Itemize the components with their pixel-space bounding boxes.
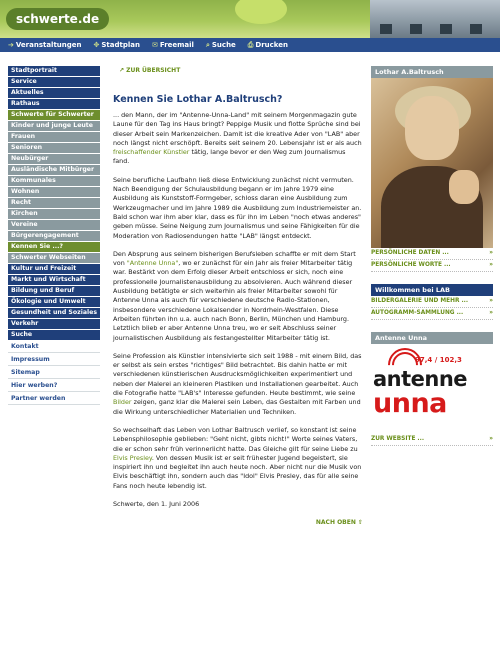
sidebar-item[interactable]: Kultur und Freizeit <box>8 264 100 274</box>
logo-word-antenne: antenne <box>373 367 468 391</box>
arrow-right-icon: » <box>489 298 493 304</box>
nav-city-map[interactable]: ✥ Stadtplan <box>93 41 140 49</box>
radio-website-link[interactable]: ZUR WEBSITE ... » <box>371 434 493 446</box>
sidebar-item[interactable]: Schwerter Webseiten <box>8 253 100 263</box>
page-title: Kennen Sie Lothar A.Baltrusch? <box>113 94 283 105</box>
nav-search[interactable]: ⌕ Suche <box>205 41 236 49</box>
sidebar-item[interactable]: Sitemap <box>8 368 100 379</box>
sidebar-item[interactable]: Verkehr <box>8 319 100 329</box>
search-icon: ⌕ <box>205 41 210 49</box>
sidebar-item[interactable]: Schwerte für Schwerter <box>8 110 100 120</box>
sidebar-item[interactable]: Ökologie und Umwelt <box>8 297 100 307</box>
header-photo <box>370 0 500 38</box>
portrait-photo <box>371 78 493 248</box>
personal-words-link[interactable]: PERSÖNLICHE WORTE ... » <box>371 260 493 272</box>
antenne-unna-link[interactable]: "Antenne Unna" <box>126 259 179 268</box>
article-date: Schwerte, den 1. Juni 2006 <box>113 499 200 508</box>
nav-print[interactable]: ⎙ Drucken <box>247 41 288 49</box>
antenne-unna-logo[interactable] <box>371 344 493 434</box>
article-paragraph: Seine Profession als Künstler intensivierte sich seit 1988 - mit einem Bild, das er selbst als sein erstes "richtiges" Bild betrachtet. Bis dahin hatte er mit verschiedenen künstlerischen Ausdrucksmöglichkeiten experimentiert und neben der Malerei an kleineren Plastiken und Installationen gearbeitet. Auch die Fotografie hatte "LAB's" Interesse gefunden. Heute bestimmt, wie seine Bilder zeigen, ganz klar die Malerei sein Leben, das Gestalten mit Farben und die Wirkung unterschiedlicher Materialien und Techniken. <box>113 351 362 416</box>
artist-link[interactable]: freischaffender Künstler <box>113 148 190 157</box>
back-to-top-link[interactable]: NACH OBEN ⇧ <box>315 519 363 527</box>
nav-freemail[interactable]: ✉ Freemail <box>151 41 194 49</box>
sidebar-item[interactable]: Kinder und junge Leute <box>8 121 100 131</box>
sidebar-item[interactable]: Recht <box>8 198 100 208</box>
site-header <box>0 0 500 38</box>
print-icon: ⎙ <box>247 41 254 49</box>
sidebar-item[interactable]: Impressum <box>8 355 100 366</box>
sidebar-item[interactable]: Bildung und Beruf <box>8 286 100 296</box>
logo-word-unna: unna <box>373 388 447 419</box>
sidebar-item[interactable]: Bürgerengagement <box>8 231 100 241</box>
arrow-right-icon: » <box>489 436 493 442</box>
arrow-right-icon: » <box>489 310 493 316</box>
right-column <box>371 66 493 446</box>
sidebar-item[interactable]: Stadtportrait <box>8 66 100 76</box>
radio-box-title: Antenne Unna <box>371 332 493 344</box>
profile-box-title: Lothar A.Baltrusch <box>371 66 493 78</box>
sidebar-item[interactable]: Partner werden <box>8 394 100 405</box>
main-content <box>113 66 363 527</box>
welcome-box-title: Willkommen bei LAB <box>371 284 493 296</box>
sidebar-item[interactable]: Kirchen <box>8 209 100 219</box>
sidebar-item[interactable]: Kommunales <box>8 176 100 186</box>
sidebar-item[interactable]: Suche <box>8 330 100 340</box>
sidebar-item[interactable]: Gesundheit und Soziales <box>8 308 100 318</box>
sidebar-item[interactable]: Wohnen <box>8 187 100 197</box>
mail-icon: ✉ <box>151 41 158 49</box>
sidebar-item[interactable]: Neubürger <box>8 154 100 164</box>
sidebar-item[interactable]: Kontakt <box>8 342 100 353</box>
top-navigation <box>0 38 500 52</box>
sidebar-item[interactable]: Ausländische Mitbürger <box>8 165 100 175</box>
sidebar-item[interactable]: Rathaus <box>8 99 100 109</box>
sidebar-item[interactable]: Kennen Sie ...? <box>8 242 100 252</box>
sidebar-item[interactable]: Senioren <box>8 143 100 153</box>
elvis-link[interactable]: Elvis Presley <box>113 453 152 462</box>
radio-frequency: 97,4 / 102,3 <box>415 356 462 364</box>
sidebar-item[interactable]: Markt und Wirtschaft <box>8 275 100 285</box>
site-logo[interactable]: schwerte.de <box>6 8 109 30</box>
arrow-right-icon: ➔ <box>8 41 14 49</box>
article-paragraph: Den Absprung aus seinem bisherigen Berufsleben schaffte er mit dem Start von "Antenne Unna", wo er zunächst für ein Jahr als freier Mitarbeiter tätig war. Bestärkt von dem Erfolg dieser Arbeit entschloss er sich, noch eine professionelle Journalistenausbildung zu absolvieren. Auch während dieser Ausbildung betätigte er sich weiterhin als freier Mitarbeiter sowohl für Antenne Unna als auch für verschiedene deutsche Radio-Stationen, insbesondere verschiedene Lokalsender in Nordrhein-Westfalen. Diese Arbeiten führten ihn u.a. auch nach Bonn, Berlin, München und Hamburg. Letztlich blieb er aber Antenne Unna treu, wo er seit Abschluss seiner journalistischen Ausbildung als festangestellter Mitarbeiter tätig ist. <box>113 249 356 342</box>
sidebar-item[interactable]: Aktuelles <box>8 88 100 98</box>
article-paragraph: Seine berufliche Laufbahn ließ diese Entwicklung zunächst nicht vermuten. Nach Beendigung der Schulausbildung begann er im Jahre 1979 eine Ausbildung als Kunststoff-Formgeber, schloss daran eine Ausbildung zum Werkzeugmacher und im Jahre 1989 die Ausbildung zum Industriemeister an. Bald schon war ihm aber klar, dass es für ihn im Leben "noch etwas anderes" geben müsse. Seine Neigung zum Journalismus und seine Fähigkeiten für die Moderation von Radiosendungen hatte "LAB" längst entdeckt. <box>113 175 362 240</box>
nav-events[interactable]: ➔ Veranstaltungen <box>8 41 82 49</box>
arrow-right-icon: » <box>489 250 493 256</box>
leaf-decoration <box>235 0 287 24</box>
sidebar-menu <box>8 66 100 406</box>
paintings-link[interactable]: Bilder <box>113 398 132 407</box>
article-paragraph: So wechselhaft das Leben von Lothar Baltrusch verlief, so konstant ist seine Lebensphilosophie geblieben: "Geht nicht, gibts nicht!" Worte seines Vaters, die er schon sehr früh verinnerlicht hatte. Das Gleiche gilt für seine Liebe zu Elvis Presley. Von dessen Musik ist er seit frühester Jugend begeistert, sie inspiriert ihn und begleitet ihn auch heute noch. Aber nicht nur die Musik von Elvis beschäftigt ihn, sondern auch das "Idol" Elvis Presley, das für alle seine Fans noch heute lebendig ist. <box>113 425 362 490</box>
sidebar-item[interactable]: Hier werben? <box>8 381 100 392</box>
autograph-link[interactable]: AUTOGRAMM-SAMMLUNG ... » <box>371 308 493 320</box>
sidebar-item[interactable]: Frauen <box>8 132 100 142</box>
sidebar-item[interactable]: Service <box>8 77 100 87</box>
arrow-right-icon: » <box>489 262 493 268</box>
compass-icon: ✥ <box>93 41 100 49</box>
personal-data-link[interactable]: PERSÖNLICHE DATEN ... » <box>371 248 493 260</box>
gallery-link[interactable]: BILDERGALERIE UND MEHR ... » <box>371 296 493 308</box>
back-to-overview-link[interactable]: ↗ ZUR ÜBERSICHT <box>119 67 181 74</box>
article-paragraph: ... den Mann, der im "Antenne-Unna-Land" mit seinem Morgenmagazin gute Laune für den Tag ins Haus bringt? Peppige Musik und flotte Sprüche sind bei dieser Arbeit sein Markenzeichen. Damit ist die kreative Ader von "LAB" aber noch längst nicht erschöpft. Bereits seit seinem 20. Lebensjahr ist er als auch freischaffender Künstler tätig, lange bevor er den Weg zum Journalismus fand. <box>113 111 362 166</box>
sidebar-item[interactable]: Vereine <box>8 220 100 230</box>
